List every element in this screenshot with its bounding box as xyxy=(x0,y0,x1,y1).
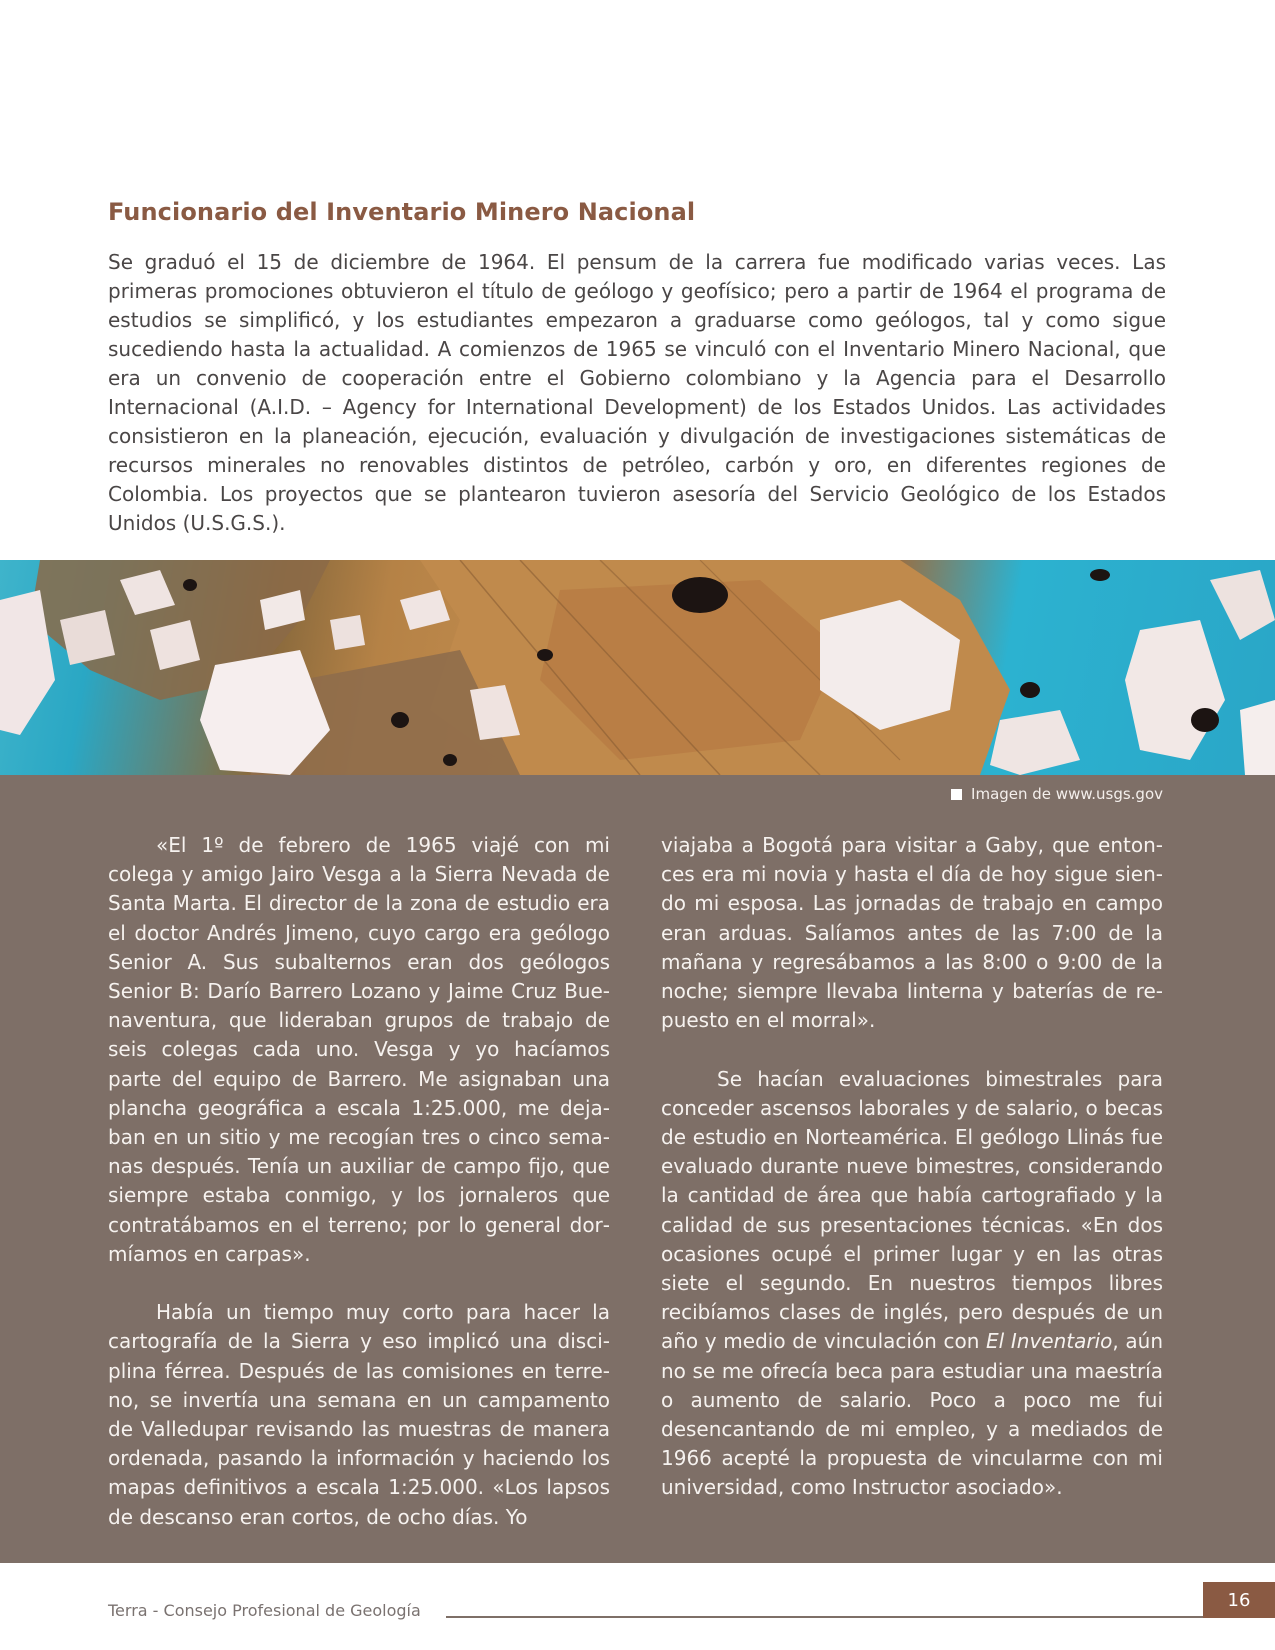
image-caption-text: Imagen de www.usgs.gov xyxy=(971,785,1163,803)
right-column xyxy=(661,831,1163,1532)
left-paragraph-2: Había un tiempo muy corto para hacer la cartografía de la Sierra y eso implicó una disciplina férrea. Después de las comisiones en terreno, se invertía una semana en un campamento de Valledupar revisando las muestras de manera ordenada, pasando la información y haciendo los mapas definitivos a escala 1:25.000. «Los lapsos de descanso eran cortos, de ocho días. Yo xyxy=(108,1300,610,1529)
left-paragraph-1: «El 1º de febrero de 1965 viajé con mi colega y amigo Jairo Vesga a la Sierra Nevada de Santa Marta. El director de la zona de estudio era el doctor Andrés Jimeno, cuyo cargo era geólogo Senior A. Sus subalternos eran dos geólogos Senior B: Darío Barrero Lozano y Jaime Cruz Bue- naventura, que lideraban grupos de trabajo de seis colegas cada uno. Vesga y yo hacíamos parte del equipo de Barrero. Me asignaban una plancha geográfica a escala 1:25.000, me dejaban en un sitio y me recogían tres o cinco semanas después. Tenía un auxiliar de campo fijo, que siempre estaba conmigo, y los jornaleros que contratábamos en el terreno; por lo general dormíamos en carpas». xyxy=(108,833,610,1266)
page-number: 16 xyxy=(1227,1589,1251,1611)
footer-publication-name: Terra - Consejo Profesional de Geología xyxy=(108,1601,421,1620)
right-paragraph-2 xyxy=(661,1065,1163,1503)
right-paragraph-1: viajaba a Bogotá para visitar a Gaby, que entonces era mi novia y hasta el día de hoy sigue siendo mi esposa. Las jornadas de trabajo en campo eran arduas. Salíamos antes de las 7:00 de la mañana y regresábamos a las 8:00 o 9:00 de la noche; siempre llevaba linterna y baterías de repuesto en el morral». xyxy=(661,833,1163,1033)
left-column xyxy=(108,831,610,1561)
caption-square-icon xyxy=(951,789,962,800)
mineral-thin-section-image xyxy=(0,560,1275,775)
intro-paragraph: Se graduó el 15 de diciembre de 1964. El pensum de la carrera fue modificado varias veces. Las primeras promociones obtuvieron el título de geólogo y geofísico; pero a partir de 1964 el programa de estudios se simplificó, y los estudiantes empezaron a graduarse como geólogos, tal y como sigue sucediendo hasta la actualidad. A comienzos de 1965 se vinculó con el Inventario Minero Nacional, que era un convenio de cooperación entre el Gobierno colombiano y la Agencia para el Desarrollo Internacional (A.I.D. – Agency for International Development) de los Estados Unidos. Las actividades consistieron en la planeación, ejecución, evaluación y divulgación de investigaciones sistemáticas de recursos minerales no renovables distintos de petróleo, carbón y oro, en diferentes regiones de Colombia. Los proyectos que se plantearon tuvieron asesoría del Servicio Geológico de los Estados Unidos (U.S.G.S.). xyxy=(108,250,1166,535)
right-paragraph-2-start: Se hacían evaluaciones bimestrales para conceder ascensos laborales y de salario, o becas de estudio en Norteamérica. El geólogo Llinás fue evaluado durante nueve bimestres, considerando la cantidad de área que había cartografiado y la calidad de sus presentaciones técnicas. «En dos ocasiones ocupé el primer lugar y en las otras siete el segundo. En nuestros tiempos libres recibíamos clases de inglés, pero después de un año y medio de vinculación con xyxy=(661,1066,1163,1354)
footer-divider xyxy=(446,1616,1266,1618)
right-paragraph-2-end: , aún no se me ofrecía beca para estudiar una maestría o aumento de salario. Poco a poco me fui desencantando de mi empleo, y a mediados de 1966 acepté la propuesta de vincularme con mi universidad, como Instructor asociado». xyxy=(661,1329,1163,1500)
image-caption xyxy=(951,785,1163,803)
page-number-badge xyxy=(1203,1582,1275,1618)
section-title: Funcionario del Inventario Minero Nacional xyxy=(108,198,696,226)
italic-publication-title: El Inventario xyxy=(986,1329,1113,1354)
